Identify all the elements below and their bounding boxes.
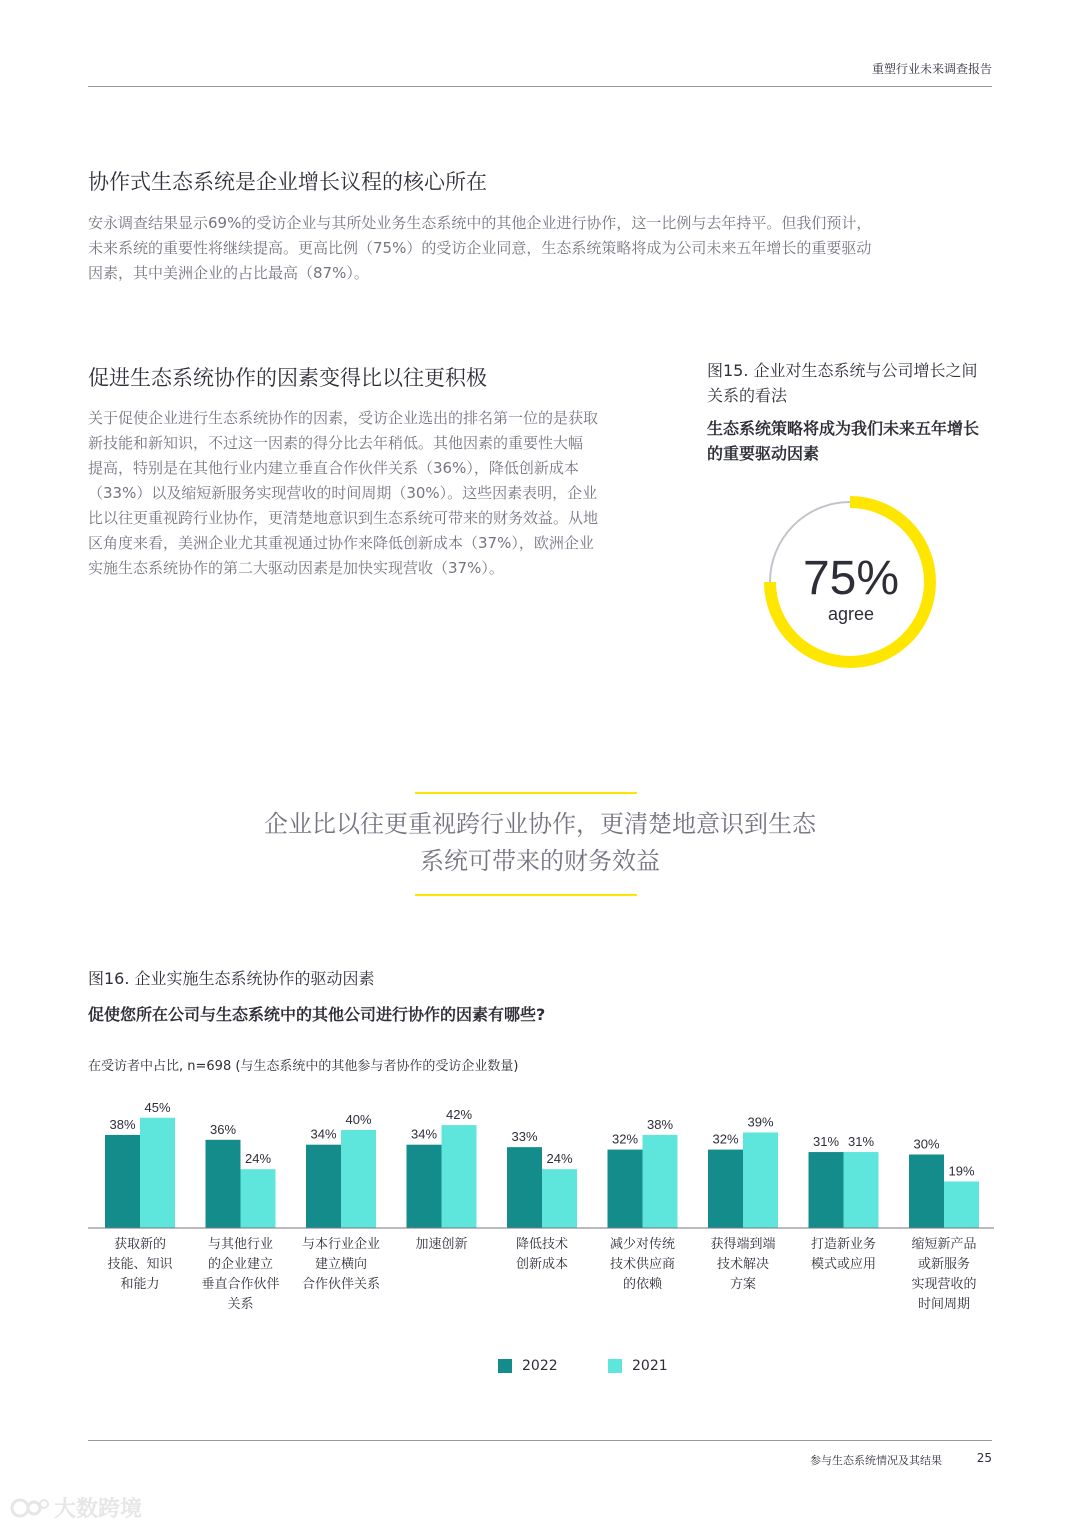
data-label-2022-8: 31%	[812, 1134, 840, 1150]
watermark-logo-icon	[10, 1495, 50, 1521]
watermark-text: 大数跨境	[54, 1497, 143, 1522]
data-label-2021-4: 42%	[445, 1107, 473, 1123]
footer-section-title: 参与生态系统情况及其结果	[810, 1454, 942, 1467]
category-label-1: 和能力	[120, 1277, 160, 1292]
data-label-2022-5: 33%	[511, 1129, 538, 1145]
section-2-line: 提高，特别是在其他行业内建立垂直合作伙伴关系（36%），降低创新成本	[88, 459, 579, 477]
section-1-line: 未来系统的重要性将继续提高。更高比例（75%）的受访企业同意，生态系统策略将成为公司未来五年增长的重要驱动	[88, 239, 872, 257]
data-label-2021-9: 19%	[948, 1163, 975, 1179]
figure-15-title-line: 关系的看法	[707, 386, 788, 405]
category-label-7: 方案	[729, 1277, 757, 1292]
bar-2022-7	[708, 1150, 743, 1228]
figure-15-subtitle-line: 的重要驱动因素	[707, 444, 820, 463]
bar-2021-7	[743, 1132, 778, 1228]
legend-label-2022: 2022	[522, 1358, 558, 1374]
page-number: 25	[976, 1451, 992, 1465]
data-label-2022-6: 32%	[611, 1131, 639, 1147]
data-label-2021-3: 40%	[345, 1112, 372, 1127]
data-label-2021-2: 24%	[244, 1151, 272, 1167]
figure-15-subtitle-line: 生态系统策略将成为我们未来五年增长	[707, 419, 980, 438]
data-label-2022-7: 32%	[712, 1131, 739, 1147]
category-label-6: 减少对传统	[609, 1237, 676, 1252]
pullquote-line: 企业比以往更重视跨行业协作，更清楚地意识到生态	[264, 810, 816, 838]
category-label-2: 垂直合作伙伴	[201, 1277, 280, 1292]
donut-value-label: 75%	[802, 552, 900, 605]
section-1-line: 因素，其中美洲企业的占比最高（87%）。	[88, 264, 369, 282]
figure-16-note: 在受访者中占比, n=698 (与生态系统中的其他参与者协作的受访企业数量)	[88, 1059, 519, 1074]
legend-label-2021: 2021	[632, 1358, 668, 1374]
category-label-7: 获得端到端	[710, 1237, 776, 1252]
figure-16-title: 图16. 企业实施生态系统协作的驱动因素	[88, 969, 375, 988]
category-label-9: 实现营收的	[911, 1277, 977, 1292]
data-label-2021-7: 39%	[747, 1114, 774, 1130]
category-label-6: 的依赖	[622, 1277, 663, 1292]
figure-15-donut-chart	[760, 492, 940, 672]
data-label-2022-1: 38%	[109, 1116, 136, 1132]
legend-swatch-2022	[498, 1359, 512, 1373]
figure-15-title	[707, 358, 1017, 408]
bar-2021-4	[442, 1125, 477, 1228]
figure-16-bar-chart	[88, 1090, 998, 1330]
bar-2022-4	[407, 1145, 442, 1228]
category-label-2: 的企业建立	[207, 1257, 274, 1272]
data-label-2021-6: 38%	[646, 1116, 674, 1132]
category-label-3: 建立横向	[314, 1257, 368, 1272]
pullquote-top-rule	[415, 792, 637, 794]
category-label-5: 创新成本	[515, 1257, 569, 1272]
bar-2021-6	[643, 1135, 678, 1228]
data-label-2021-5: 24%	[546, 1151, 573, 1167]
header-divider	[88, 86, 992, 87]
category-label-9: 或新服务	[917, 1257, 971, 1272]
category-label-5: 降低技术	[515, 1237, 569, 1252]
bar-2021-1	[140, 1118, 175, 1228]
bar-2022-8	[809, 1152, 844, 1228]
section-2-line: 实施生态系统协作的第二大驱动因素是加快实现营收（37%）。	[88, 559, 504, 577]
donut-agree-label: agree	[827, 604, 875, 624]
pullquote-line: 系统可带来的财务效益	[420, 847, 660, 875]
legend-2021	[608, 1358, 668, 1374]
data-label-2021-8: 31%	[847, 1134, 875, 1150]
figure-16-question: 促使您所在公司与生态系统中的其他公司进行协作的因素有哪些?	[88, 1005, 546, 1024]
category-label-3: 合作伙伴关系	[301, 1277, 381, 1292]
section-2-line: （33%）以及缩短新服务实现营收的时间周期（30%）。这些因素表明，企业	[88, 484, 598, 502]
data-label-2022-4: 34%	[410, 1126, 438, 1142]
category-label-3: 与本行业企业	[301, 1237, 381, 1252]
category-label-6: 技术供应商	[609, 1257, 676, 1272]
section-1-body	[88, 211, 993, 286]
bar-2021-3	[341, 1130, 376, 1228]
category-label-2: 与其他行业	[207, 1237, 274, 1252]
data-label-2022-9: 30%	[913, 1136, 940, 1152]
bar-2022-9	[909, 1155, 944, 1229]
bar-2022-2	[206, 1140, 241, 1228]
bar-2022-5	[507, 1147, 542, 1228]
bar-2021-9	[944, 1181, 979, 1228]
category-label-7: 技术解决	[716, 1257, 770, 1272]
section-1-title: 协作式生态系统是企业增长议程的核心所在	[88, 170, 487, 194]
category-label-9: 时间周期	[917, 1297, 971, 1312]
category-label-1: 技能、知识	[107, 1257, 173, 1272]
watermark	[10, 1492, 142, 1523]
category-label-4: 加速创新	[415, 1237, 468, 1252]
category-label-8: 模式或应用	[810, 1257, 877, 1272]
section-2-line: 关于促使企业进行生态系统协作的因素，受访企业选出的排名第一位的是获取	[88, 409, 599, 427]
data-label-2022-2: 36%	[209, 1121, 237, 1137]
footer-divider	[88, 1440, 992, 1441]
legend-2022	[498, 1358, 558, 1374]
figure-15-subtitle	[707, 416, 1017, 466]
section-2-line: 区角度来看，美洲企业尤其重视通过协作来降低创新成本（37%），欧洲企业	[88, 534, 594, 552]
pullquote-bottom-rule	[415, 894, 637, 896]
legend-swatch-2021	[608, 1359, 622, 1373]
bar-2022-3	[306, 1145, 341, 1228]
section-2-line: 新技能和新知识，不过这一因素的得分比去年稍低。其他因素的重要性大幅	[88, 434, 584, 452]
section-1-line: 安永调查结果显示69%的受访企业与其所处业务生态系统中的其他企业进行协作，这一比例与去年持平。但我们预计，	[88, 214, 872, 232]
data-label-2022-3: 34%	[310, 1126, 337, 1142]
bar-2021-2	[241, 1169, 276, 1228]
header-title: 重塑行业未来调查报告	[871, 62, 992, 76]
data-label-2021-1: 45%	[144, 1099, 171, 1115]
section-2-line: 比以往更重视跨行业协作，更清楚地意识到生态系统可带来的财务效益。从地	[88, 509, 599, 527]
category-label-1: 获取新的	[113, 1237, 167, 1252]
figure-15-title-line: 图15. 企业对生态系统与公司增长之间	[707, 361, 978, 380]
bar-2022-1	[105, 1135, 140, 1228]
category-label-8: 打造新业务	[810, 1237, 877, 1252]
bar-2021-5	[542, 1169, 577, 1228]
bar-2022-6	[608, 1150, 643, 1228]
category-label-9: 缩短新产品	[911, 1237, 977, 1252]
pullquote	[200, 806, 880, 880]
section-2-title: 促进生态系统协作的因素变得比以往更积极	[88, 366, 487, 390]
section-2-body	[88, 406, 676, 581]
bar-2021-8	[844, 1152, 879, 1228]
category-label-2: 关系	[227, 1297, 254, 1312]
